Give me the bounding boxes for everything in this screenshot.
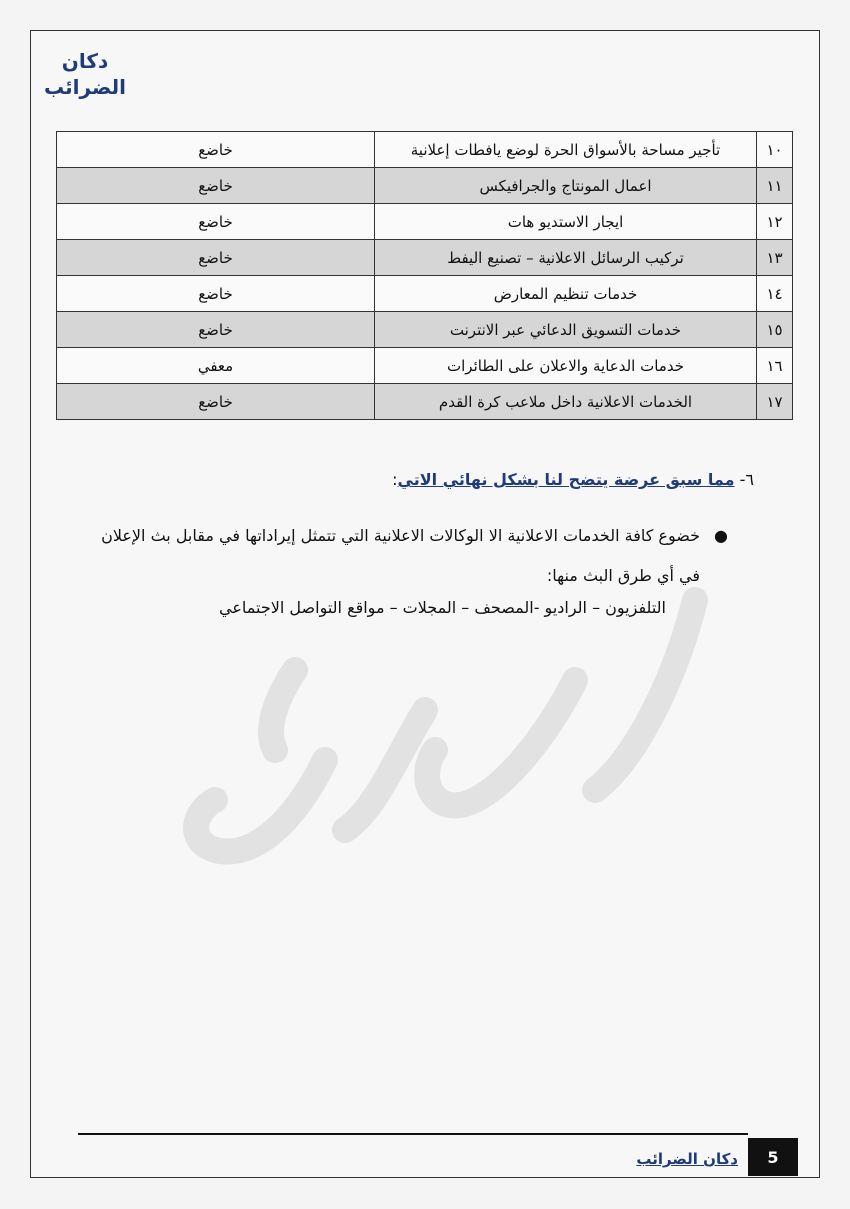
row-number: ١٤ — [757, 276, 793, 312]
tax-status: خاضع — [57, 276, 375, 312]
table-row — [57, 276, 793, 312]
bullet-dot-icon: ● — [714, 526, 728, 545]
logo — [40, 48, 130, 100]
tax-status: خاضع — [57, 312, 375, 348]
tax-status: خاضع — [57, 240, 375, 276]
row-number: ١٦ — [757, 348, 793, 384]
row-number: ١٥ — [757, 312, 793, 348]
table-row — [57, 240, 793, 276]
tax-status: خاضع — [57, 132, 375, 168]
service-name: ايجار الاستديو هات — [375, 204, 757, 240]
bullet-text: خضوع كافة الخدمات الاعلانية الا الوكالات الاعلانية التي تتمثل إيراداتها في مقابل بث الإعلان في أي طرق البث منها: — [101, 526, 700, 585]
section-number: ٦- — [739, 470, 754, 489]
media-list: التلفزيون – الراديو -المصحف – المجلات – مواقع التواصل الاجتماعي — [219, 598, 666, 617]
row-number: ١٠ — [757, 132, 793, 168]
logo-line-1: دكان — [61, 49, 109, 73]
bullet-paragraph — [100, 516, 728, 596]
table-row — [57, 168, 793, 204]
service-name: خدمات تنظيم المعارض — [375, 276, 757, 312]
services-table — [56, 131, 793, 420]
service-name: الخدمات الاعلانية داخل ملاعب كرة القدم — [375, 384, 757, 420]
table-row — [57, 132, 793, 168]
tax-status: خاضع — [57, 168, 375, 204]
service-name: خدمات التسويق الدعائي عبر الانترنت — [375, 312, 757, 348]
conclusion-heading — [392, 470, 754, 489]
logo-line-2: الضرائب — [43, 75, 127, 99]
service-name: تركيب الرسائل الاعلانية – تصنيع اليفط — [375, 240, 757, 276]
tax-status: خاضع — [57, 204, 375, 240]
table-row — [57, 348, 793, 384]
service-name: اعمال المونتاج والجرافيكس — [375, 168, 757, 204]
footer-divider — [78, 1133, 748, 1135]
row-number: ١١ — [757, 168, 793, 204]
row-number: ١٢ — [757, 204, 793, 240]
tax-status: خاضع — [57, 384, 375, 420]
footer-title: دكان الضرائب — [636, 1150, 738, 1168]
service-name: خدمات الدعاية والاعلان على الطائرات — [375, 348, 757, 384]
table-row — [57, 312, 793, 348]
tax-status: معفي — [57, 348, 375, 384]
section-heading: مما سبق عرضة يتضح لنا بشكل نهائي الاتي — [397, 470, 735, 489]
row-number: ١٣ — [757, 240, 793, 276]
heading-colon: : — [392, 470, 398, 489]
page-number: 5 — [748, 1138, 798, 1176]
service-name: تأجير مساحة بالأسواق الحرة لوضع يافطات إعلانية — [375, 132, 757, 168]
table-row — [57, 384, 793, 420]
table-row — [57, 204, 793, 240]
row-number: ١٧ — [757, 384, 793, 420]
